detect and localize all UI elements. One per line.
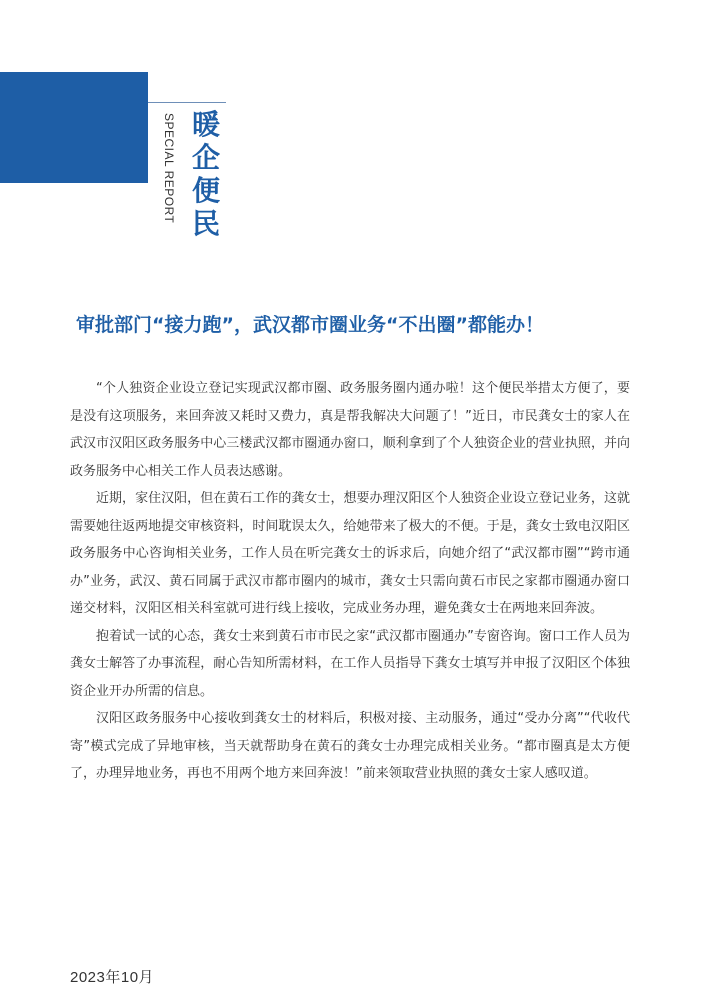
special-report-label: SPECIAL REPORT bbox=[162, 113, 176, 224]
article-paragraph: “个人独资企业设立登记实现武汉都市圈、政务服务圈内通办啦！这个便民举措太方便了，要是没有这项服务，来回奔波又耗时又费力，真是帮我解决大问题了！”近日，市民龚女士的家人在武汉市汉阳区政务服务中心三楼武汉都市圈通办窗口，顺利拿到了个人独资企业的营业执照，并向政务服务中心相关工作人员表达感谢。 bbox=[70, 381, 630, 479]
article-paragraph: 抱着试一试的心态，龚女士来到黄石市市民之家“武汉都市圈通办”专窗咨询。窗口工作人员为龚女士解答了办事流程，耐心告知所需材料，在工作人员指导下龚女士填写并申报了汉阳区个体独资企业开办所需的信息。 bbox=[70, 628, 630, 699]
article-paragraph: 近期，家住汉阳，但在黄石工作的龚女士，想要办理汉阳区个人独资企业设立登记业务，这就需要她往返两地提交审核资料，时间耽误太久，给她带来了极大的不便。于是，龚女士致电汉阳区政务服务中心咨询相关业务，工作人员在听完龚女士的诉求后，向她介绍了“武汉都市圈”“跨市通办”业务，武汉、黄石同属于武汉市都市圈内的城市，龚女士只需向黄石市民之家都市圈通办窗口递交材料，汉阳区相关科室就可进行线上接收，完成业务办理，避免龚女士在两地来回奔波。 bbox=[70, 491, 630, 616]
section-title bbox=[186, 108, 226, 240]
section-title-char: 企 bbox=[191, 141, 220, 174]
section-title-char: 暖 bbox=[191, 108, 220, 141]
publication-date: 2023年10月 bbox=[70, 969, 155, 986]
article-body bbox=[70, 375, 630, 788]
header-divider-line bbox=[148, 102, 226, 103]
article-paragraph: 汉阳区政务服务中心接收到龚女士的材料后，积极对接、主动服务，通过“受办分离”“代收代寄”模式完成了异地审核，当天就帮助身在黄石的龚女士办理完成相关业务。“都市圈真是太方便了，办理异地业务，再也不用两个地方来回奔波！”前来领取营业执照的龚女士家人感叹道。 bbox=[70, 711, 630, 781]
section-title-char: 便 bbox=[191, 174, 220, 207]
article-headline: 审批部门“接力跑”，武汉都市圈业务“不出圈”都能办！ bbox=[76, 314, 544, 336]
header-color-block bbox=[0, 72, 148, 183]
section-title-char: 民 bbox=[191, 207, 220, 240]
